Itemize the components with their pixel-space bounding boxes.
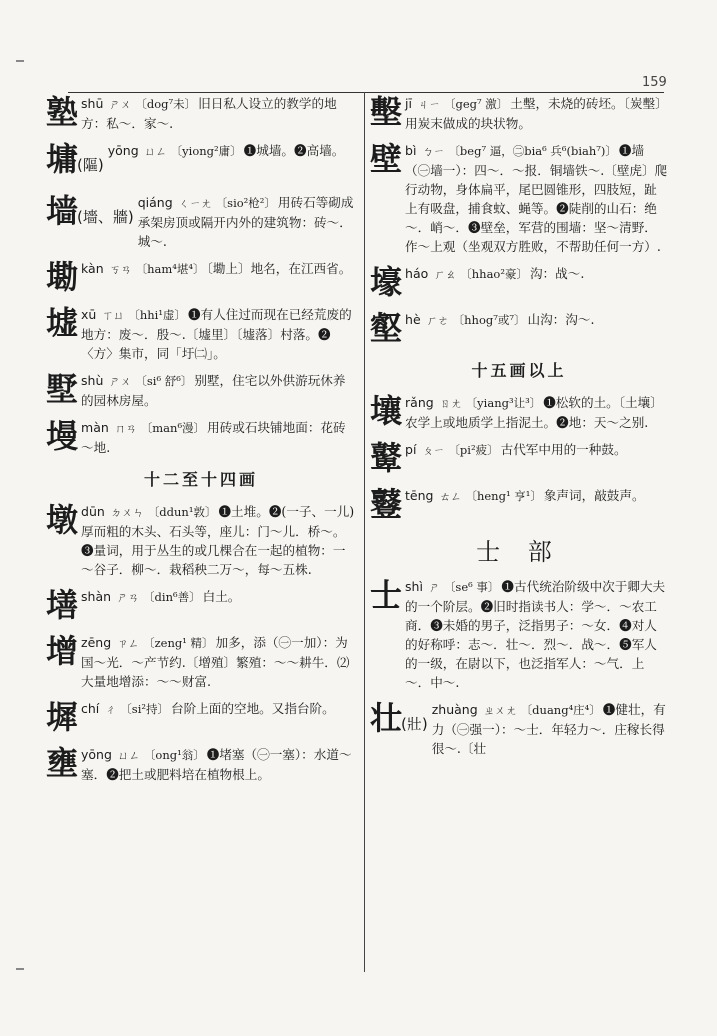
page-number: 159 <box>642 75 667 90</box>
pinyin: yōng <box>107 143 139 158</box>
headword <box>46 743 77 783</box>
headword-char: 墡 <box>46 586 78 624</box>
bopomofo: ㄎㄢ <box>109 263 132 276</box>
pinyin: pí <box>405 442 417 457</box>
headword <box>370 698 428 744</box>
section-heading-12-14: 十二至十四画 <box>143 470 258 489</box>
pinyin: màn <box>81 420 109 435</box>
bopomofo: ㄕㄨ <box>109 98 132 111</box>
bopomofo: ㄕ <box>428 581 440 594</box>
headword <box>46 585 77 625</box>
dialect-reading: 〔hhog⁷或⁷〕 <box>452 313 526 327</box>
bopomofo: ㄕㄨ <box>109 375 132 388</box>
entry-body <box>405 308 668 330</box>
headword-char: 墉 <box>46 140 78 178</box>
pinyin: shū <box>81 96 104 111</box>
dictionary-entry <box>46 257 356 297</box>
dialect-reading: 〔yiong²庸〕 <box>170 144 242 158</box>
headword <box>46 500 77 540</box>
bopomofo: ㄑㄧㄤ <box>178 197 212 210</box>
definition: 用砖石等砌成承架房顶或隔开内外的建筑物：砖～．城～. <box>137 195 354 249</box>
entry-body <box>432 698 668 758</box>
pinyin: zhuàng <box>431 702 478 717</box>
dialect-reading: 〔si²持〕 <box>120 702 169 716</box>
dialect-reading: 〔dog⁷未〕 <box>135 97 197 111</box>
headword <box>370 139 401 179</box>
headword-char: 墩 <box>46 501 78 539</box>
headword <box>370 438 401 478</box>
pinyin: zēng <box>81 635 112 650</box>
radical-heading: 士 部 <box>476 538 562 566</box>
definition: 白土。 <box>202 589 241 604</box>
pinyin: rǎng <box>405 395 434 410</box>
dictionary-entry <box>46 743 356 784</box>
entry-body <box>81 303 356 363</box>
entry-body <box>81 743 356 784</box>
definition: ❶土堆。❷(一子、一儿)厚而粗的木头、石头等，座儿：门～儿．桥～。❸量词，用于丛生的或几棵合在一起的植物：一～谷子．柳～．栽稻秧二万～，每～五株. <box>81 504 355 577</box>
dictionary-entry <box>46 416 356 457</box>
dialect-reading: 〔duang⁴庄⁴〕 <box>520 703 601 717</box>
headword-char: 壤 <box>370 392 402 430</box>
dialect-reading: 〔zeng¹ 精〕 <box>143 636 214 650</box>
dictionary-entry <box>46 303 356 363</box>
entry-body <box>81 631 356 691</box>
dialect-reading: 〔ong¹翁〕 <box>143 748 205 762</box>
pinyin: shù <box>81 373 104 388</box>
entry-body <box>405 575 668 692</box>
headword <box>46 631 77 671</box>
entry-body <box>405 262 668 284</box>
pinyin: dūn <box>81 504 105 519</box>
entry-body <box>405 92 668 133</box>
left-column <box>46 92 356 790</box>
entry-body <box>81 257 356 279</box>
dialect-reading: 〔ham⁴堪⁴〕 <box>135 262 205 276</box>
headword-char: 墟 <box>46 304 78 342</box>
dictionary-entry <box>370 575 668 692</box>
headword <box>46 697 77 737</box>
dictionary-entry <box>46 191 356 251</box>
dialect-reading: 〔si⁶ 舒⁶〕 <box>135 374 193 388</box>
dialect-reading: 〔ddun¹敦〕 <box>147 505 217 519</box>
dictionary-entry <box>46 369 356 410</box>
definition: ❶健壮，有力（㊀强一）：～士．年轻力～．庄稼长得很～.〔壮 <box>431 702 666 756</box>
headword-char: 墙 <box>46 192 78 230</box>
pinyin: hè <box>405 312 421 327</box>
headword <box>370 92 401 132</box>
dialect-reading: 〔din⁶善〕 <box>143 590 201 604</box>
margin-mark <box>16 968 24 970</box>
bopomofo: ㄕㄢ <box>117 591 140 604</box>
bopomofo: ㄉㄨㄣ <box>110 506 144 519</box>
pinyin: jī <box>405 96 412 111</box>
definition: 沟：战～. <box>529 266 585 281</box>
pinyin: shì <box>405 579 423 594</box>
bopomofo: ㄩㄥ <box>144 145 167 158</box>
entry-body <box>108 139 356 161</box>
pinyin: tēng <box>405 488 434 503</box>
variant-form: (䧢) <box>77 156 104 174</box>
definition: ❶松软的土。〔土壤〕农学上或地质学上指泥土。❷地：天～之别. <box>405 395 663 430</box>
dialect-reading: 〔geg⁷ 激〕 <box>443 97 509 111</box>
dictionary-entry <box>370 139 668 256</box>
headword-char: 壕 <box>370 263 402 301</box>
headword <box>46 416 77 456</box>
headword-char: 壮 <box>370 699 402 737</box>
bopomofo: ㄔ <box>105 703 117 716</box>
dictionary-entry <box>46 500 356 579</box>
headword <box>370 308 401 348</box>
pinyin: shàn <box>81 589 112 604</box>
entry-body <box>81 369 356 410</box>
bopomofo: ㄆㄧ <box>422 444 445 457</box>
headword-char: 增 <box>46 632 78 670</box>
bopomofo: ㄅㄧ <box>422 145 445 158</box>
dialect-reading: 〔yiang³让³〕 <box>465 396 542 410</box>
definition: 用砖或石块铺地面：花砖～地. <box>81 420 346 455</box>
entry-body <box>405 484 668 506</box>
entry-body <box>405 438 668 460</box>
pinyin: háo <box>405 266 429 281</box>
definition: ❶有人住过而现在已经荒废的地方：废～．殷～.〔墟里〕〔墟落〕村落。❷〈方〉集市，同「圩㈡」。 <box>81 307 352 361</box>
pinyin: bì <box>405 143 417 158</box>
definition: 象声词，敲鼓声。 <box>543 488 645 503</box>
dictionary-entry <box>370 438 668 478</box>
dictionary-entry <box>370 262 668 302</box>
headword <box>46 139 104 185</box>
bopomofo: ㄏㄜ <box>426 314 449 327</box>
headword-char: 墈 <box>46 258 78 296</box>
entry-body <box>81 697 356 719</box>
dictionary-entry <box>370 92 668 133</box>
definition: 〔墈上〕地名，在江西省。 <box>206 261 352 276</box>
definition: ❶古代统治阶级中次于卿大夫的一个阶层。❷旧时指读书人：学～．～农工商．❸未婚的男子，泛指男子：～女．❹对人的好称呼：志～．壮～．烈～．战～．❺军人的一级，在尉以下，也泛指军人：～气．上～．中～. <box>405 579 666 690</box>
headword-char: 壅 <box>46 744 78 782</box>
pinyin: chí <box>81 701 100 716</box>
column-divider <box>364 92 365 972</box>
right-column <box>370 92 668 764</box>
headword-char: 壁 <box>370 140 402 178</box>
headword-char: 墅 <box>46 370 78 408</box>
entry-body <box>138 191 356 251</box>
headword-char: 壑 <box>370 309 402 347</box>
definition: 土墼，未烧的砖坯。〔炭墼〕用炭末做成的块状物。 <box>405 96 668 131</box>
headword-char: 塾 <box>46 93 78 131</box>
entry-body <box>81 500 356 579</box>
definition: 加多，添（㊀一加）：为国～光．～产节约.〔增殖〕繁殖：～～耕牛．⑵大量地增添：～～财富. <box>81 635 350 689</box>
variant-form: (壯) <box>401 715 428 733</box>
headword-char: 墀 <box>46 698 78 736</box>
headword <box>370 484 401 524</box>
headword <box>46 257 77 297</box>
definition: ❶墙（㊀墙一）：四～．～报．铜墙铁～.〔壁虎〕爬行动物，身体扁平，尾巴圆锥形，四肢短，趾上有吸盘，捕食蚊、蝇等。❷陡削的山石：绝～．峭～．❸壁垒，军营的围墙：坚～清野．作～上观（坐观双方胜败，不帮助任何一方）. <box>405 143 668 254</box>
headword-char: 墁 <box>46 417 78 455</box>
dialect-reading: 〔hhao²豪〕 <box>460 267 528 281</box>
dialect-reading: 〔heng¹ 亨¹〕 <box>465 489 542 503</box>
entry-body <box>405 139 668 256</box>
bopomofo: ㄓㄨㄤ <box>483 704 517 717</box>
margin-mark <box>16 60 24 62</box>
dialect-reading: 〔man⁶漫〕 <box>140 421 206 435</box>
headword-char: 士 <box>370 576 402 614</box>
dictionary-entry <box>370 308 668 348</box>
pinyin: kàn <box>81 261 104 276</box>
definition: 古代军中用的一种鼓。 <box>500 442 627 457</box>
definition: 别墅，住宅以外供游玩休养的园林房屋。 <box>81 373 346 408</box>
headword <box>46 92 77 132</box>
definition: 台阶上面的空地。又指台阶。 <box>171 701 335 716</box>
definition: ❶城墙。❷高墙。 <box>243 143 345 158</box>
dialect-reading: 〔pi²疲〕 <box>448 443 499 457</box>
dictionary-entry <box>46 697 356 737</box>
headword <box>370 391 401 431</box>
headword <box>46 369 77 409</box>
dictionary-entry <box>370 698 668 758</box>
variant-form: (墻、牆) <box>77 208 134 226</box>
headword <box>46 191 134 237</box>
entry-body <box>81 585 356 607</box>
bopomofo: ㄗㄥ <box>117 637 140 650</box>
headword-char: 鼙 <box>370 439 402 477</box>
entry-body <box>81 92 356 133</box>
pinyin: xū <box>81 307 97 322</box>
dialect-reading: 〔beg⁷ 逼，㊁bia⁶ 兵⁶(biah⁷)〕 <box>448 144 617 158</box>
dictionary-entry <box>370 484 668 524</box>
headword-char: 鼟 <box>370 485 402 523</box>
definition: 旧日私人设立的教学的地方：私～．家～. <box>81 96 337 131</box>
dialect-reading: 〔hhi¹虚〕 <box>128 308 186 322</box>
headword <box>370 262 401 302</box>
dialect-reading: 〔sio²枪²〕 <box>215 196 276 210</box>
dictionary-entry <box>46 92 356 133</box>
dictionary-entry <box>370 391 668 432</box>
pinyin: yōng <box>81 747 112 762</box>
section-heading-15-plus: 十五画以上 <box>471 361 567 380</box>
headword <box>370 575 401 615</box>
bopomofo: ㄊㄥ <box>439 490 462 503</box>
dictionary-entry <box>46 631 356 691</box>
bopomofo: ㄩㄥ <box>117 749 140 762</box>
bopomofo: ㄐㄧ <box>417 98 440 111</box>
dialect-reading: 〔se⁶ 事〕 <box>443 580 500 594</box>
dictionary-entry <box>46 585 356 625</box>
headword-char: 墼 <box>370 93 402 131</box>
headword <box>46 303 77 343</box>
bopomofo: ㄏㄠ <box>434 268 457 281</box>
dictionary-entry <box>46 139 356 185</box>
bopomofo: ㄖㄤ <box>439 397 462 410</box>
pinyin: qiáng <box>137 195 173 210</box>
bopomofo: ㄒㄩ <box>102 309 125 322</box>
definition: ❶堵塞（㊀一塞）：水道～塞．❷把土或肥料培在植物根上。 <box>81 747 352 782</box>
definition: 山沟：沟～. <box>527 312 595 327</box>
bopomofo: ㄇㄢ <box>114 422 137 435</box>
entry-body <box>81 416 356 457</box>
entry-body <box>405 391 668 432</box>
